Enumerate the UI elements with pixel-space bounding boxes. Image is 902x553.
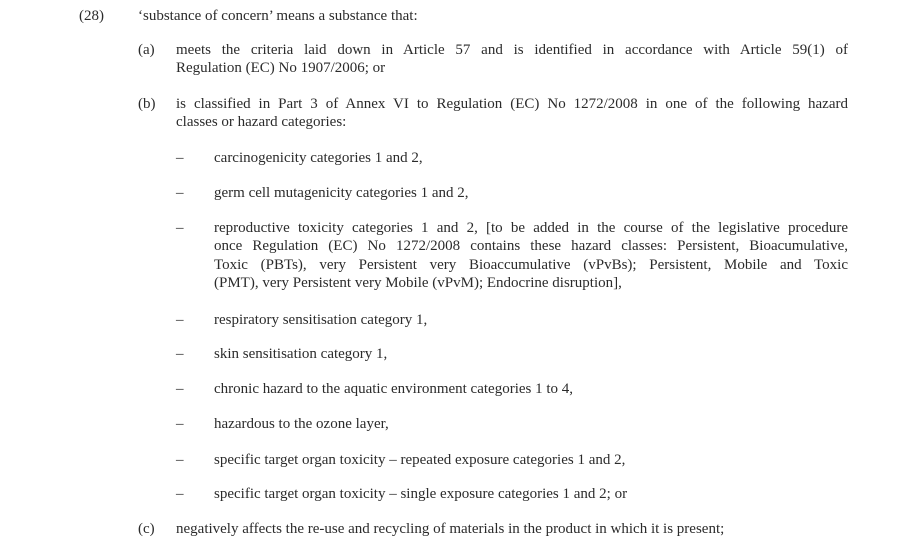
point-c-line1: negatively affects the re-use and recycling of materials in the product in which it is present; bbox=[176, 521, 725, 537]
list-dash: – bbox=[176, 381, 184, 397]
hazard-reproductive-line3: Toxic (PBTs), very Persistent very Bioaccumulative (vPvBs); Persistent, Mobile and Toxic bbox=[214, 257, 848, 273]
definition-number: (28) bbox=[79, 8, 104, 24]
definition-intro: ‘substance of concern’ means a substance that: bbox=[138, 8, 418, 24]
point-b-line1: is classified in Part 3 of Annex VI to Regulation (EC) No 1272/2008 in one of the following hazard bbox=[176, 96, 848, 112]
point-a-line2: Regulation (EC) No 1907/2006; or bbox=[176, 60, 386, 76]
hazard-reproductive-line1: reproductive toxicity categories 1 and 2, [to be added in the course of the legislative procedure bbox=[214, 220, 848, 236]
point-b-line2: classes or hazard categories: bbox=[176, 114, 347, 130]
hazard-respiratory: respiratory sensitisation category 1, bbox=[214, 312, 428, 328]
hazard-ozone: hazardous to the ozone layer, bbox=[214, 416, 389, 432]
hazard-reproductive-line2: once Regulation (EC) No 1272/2008 contains these hazard classes: Persistent, Bioacumulative, bbox=[214, 238, 848, 254]
list-dash: – bbox=[176, 486, 184, 502]
point-a-label: (a) bbox=[138, 42, 155, 58]
list-dash: – bbox=[176, 150, 184, 166]
hazard-aquatic: chronic hazard to the aquatic environment categories 1 to 4, bbox=[214, 381, 574, 397]
hazard-reproductive-line4: (PMT), very Persistent very Mobile (vPvM); Endocrine disruption], bbox=[214, 275, 622, 291]
list-dash: – bbox=[176, 416, 184, 432]
hazard-stot-repeated: specific target organ toxicity – repeated exposure categories 1 and 2, bbox=[214, 452, 626, 468]
list-dash: – bbox=[176, 346, 184, 362]
hazard-stot-single: specific target organ toxicity – single exposure categories 1 and 2; or bbox=[214, 486, 628, 502]
list-dash: – bbox=[176, 312, 184, 328]
point-c-label: (c) bbox=[138, 521, 155, 537]
list-dash: – bbox=[176, 220, 184, 236]
hazard-mutagenicity: germ cell mutagenicity categories 1 and 2, bbox=[214, 185, 469, 201]
list-dash: – bbox=[176, 185, 184, 201]
list-dash: – bbox=[176, 452, 184, 468]
hazard-carcinogenicity: carcinogenicity categories 1 and 2, bbox=[214, 150, 423, 166]
point-b-label: (b) bbox=[138, 96, 156, 112]
hazard-skin: skin sensitisation category 1, bbox=[214, 346, 388, 362]
point-a-line1: meets the criteria laid down in Article 57 and is identified in accordance with Article 59(1) of bbox=[176, 42, 848, 58]
